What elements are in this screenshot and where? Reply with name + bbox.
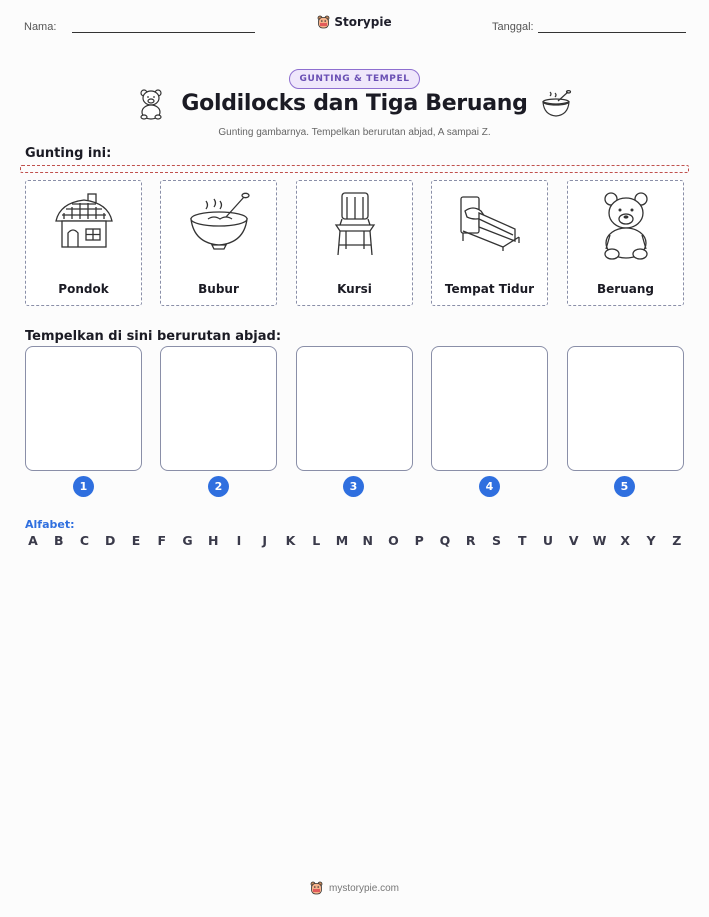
chair-icon bbox=[330, 191, 380, 259]
alphabet-letter: E bbox=[131, 533, 141, 548]
cut-card-tempat-tidur[interactable] bbox=[431, 180, 548, 306]
alphabet-letter: B bbox=[53, 533, 64, 548]
paste-slot-5[interactable] bbox=[567, 346, 684, 471]
slot-number-2: 2 bbox=[208, 476, 229, 497]
card-label: Pondok bbox=[58, 282, 109, 296]
alphabet-letter: D bbox=[105, 533, 116, 548]
paste-slot-2[interactable] bbox=[160, 346, 277, 471]
alphabet-letter: T bbox=[517, 533, 527, 548]
alphabet-letter: G bbox=[182, 533, 193, 548]
bed-icon bbox=[455, 191, 525, 253]
instructions: Gunting gambarnya. Tempelkan berurutan abjad, A sampai Z. bbox=[218, 127, 491, 138]
slot-number-4: 4 bbox=[479, 476, 500, 497]
alphabet-letter: C bbox=[79, 533, 90, 548]
alphabet-letter: F bbox=[157, 533, 167, 548]
storypie-mascot-icon bbox=[317, 15, 330, 29]
page-title: Goldilocks dan Tiga Beruang bbox=[181, 91, 528, 116]
porridge-bowl-icon bbox=[540, 90, 572, 118]
slot-number-3: 3 bbox=[343, 476, 364, 497]
card-label: Tempat Tidur bbox=[444, 282, 535, 296]
alphabet-letter: W bbox=[592, 533, 607, 548]
footer-url[interactable]: mystorypie.com bbox=[328, 882, 399, 894]
cut-card-kursi[interactable] bbox=[296, 180, 413, 306]
alphabet-label: Alfabet: bbox=[25, 518, 75, 531]
activity-badge: GUNTING & TEMPEL bbox=[289, 69, 419, 89]
alphabet-letter: X bbox=[620, 533, 631, 548]
paste-slot-3[interactable] bbox=[296, 346, 413, 471]
alphabet-letter: S bbox=[491, 533, 501, 548]
cottage-icon bbox=[52, 191, 116, 253]
cut-card-beruang[interactable] bbox=[567, 180, 684, 306]
date-label: Tanggal: bbox=[492, 21, 534, 33]
brand-logo bbox=[0, 14, 709, 33]
bear-icon bbox=[596, 191, 656, 261]
slot-number-1: 1 bbox=[73, 476, 94, 497]
alphabet-letter: R bbox=[465, 533, 476, 548]
alphabet-letter: Y bbox=[646, 533, 656, 548]
name-label: Nama: bbox=[24, 21, 57, 33]
paste-slot-4[interactable] bbox=[431, 346, 548, 471]
alphabet-letter: U bbox=[542, 533, 554, 548]
paste-section-label: Tempelkan di sini berurutan abjad: bbox=[25, 329, 282, 344]
alphabet-letter: V bbox=[568, 533, 579, 548]
alphabet-letter: Z bbox=[672, 533, 682, 548]
card-label: Beruang bbox=[597, 282, 654, 296]
alphabet-letter: P bbox=[414, 533, 424, 548]
alphabet-letter: J bbox=[262, 533, 268, 548]
cut-card-bubur[interactable] bbox=[160, 180, 277, 306]
card-label: Bubur bbox=[198, 282, 239, 296]
paste-slot-1[interactable] bbox=[25, 346, 142, 471]
alphabet-letter: I bbox=[236, 533, 242, 548]
card-label: Kursi bbox=[337, 282, 372, 296]
cut-card-pondok[interactable] bbox=[25, 180, 142, 306]
cut-section-label: Gunting ini: bbox=[25, 146, 112, 161]
slot-number-5: 5 bbox=[614, 476, 635, 497]
alphabet-letter: H bbox=[208, 533, 219, 548]
footer bbox=[0, 880, 709, 899]
porridge-bowl-icon bbox=[186, 191, 252, 253]
brand-name: Storypie bbox=[334, 15, 392, 29]
alphabet-letter: K bbox=[285, 533, 296, 548]
alphabet-letter: O bbox=[388, 533, 399, 548]
cut-line bbox=[20, 165, 689, 173]
alphabet-letter: M bbox=[335, 533, 349, 548]
alphabet-letter: N bbox=[362, 533, 373, 548]
alphabet-letter: L bbox=[312, 533, 321, 548]
alphabet-letter: Q bbox=[439, 533, 451, 548]
alphabet-letter: A bbox=[28, 533, 38, 548]
alphabet-row bbox=[25, 533, 685, 548]
storypie-mascot-icon bbox=[310, 881, 323, 895]
